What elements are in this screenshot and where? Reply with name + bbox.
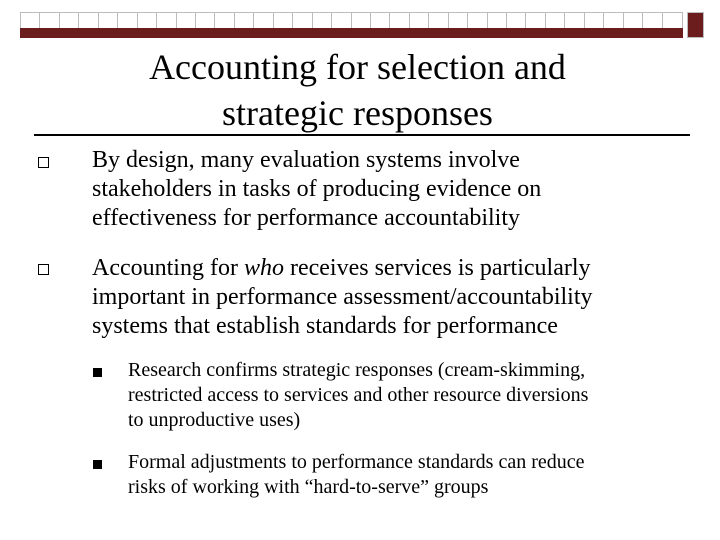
title-divider [34, 134, 690, 136]
bullet-2-line-3: systems that establish standards for performance [92, 313, 558, 339]
sub-bullet-2-line-1: Formal adjustments to performance standards can reduce [128, 451, 585, 473]
bullet-1-line-1: By design, many evaluation systems involve [92, 147, 520, 173]
sub-bullet-1-line-1: Research confirms strategic responses (cream-skimming, [128, 359, 586, 381]
filled-square-bullet-icon [93, 368, 102, 377]
sub-bullet-1-text [128, 358, 688, 433]
bullet-1-line-2: stakeholders in tasks of producing evidence on [92, 176, 542, 202]
corner-accent-square [687, 12, 704, 38]
bullet-2-emphasis: who [243, 255, 284, 281]
sub-bullet-1-line-3: to unproductive uses) [128, 409, 301, 431]
slide-title [60, 44, 655, 136]
bullet-1-line-3: effectiveness for performance accountability [92, 205, 521, 231]
bullet-1-text [92, 146, 692, 233]
accent-stripe [20, 28, 683, 38]
slide-title-line-2: strategic responses [222, 93, 493, 133]
bullet-2-post: receives services is particularly [283, 255, 591, 281]
hollow-square-bullet-icon [38, 264, 49, 275]
bullet-2-pre: Accounting for [92, 255, 244, 281]
sub-bullet-1-line-2: restricted access to services and other resource diversions [128, 384, 589, 406]
filled-square-bullet-icon [93, 460, 102, 469]
hollow-square-bullet-icon [38, 157, 49, 168]
bullet-2-line-2: important in performance assessment/accountability [92, 284, 593, 310]
sub-bullet-2-text [128, 450, 688, 500]
slide-title-line-1: Accounting for selection and [149, 47, 566, 87]
bullet-2-text [92, 254, 692, 341]
sub-bullet-2-line-2: risks of working with “hard-to-serve” groups [128, 476, 489, 498]
bullet-2-line-1 [92, 254, 692, 283]
